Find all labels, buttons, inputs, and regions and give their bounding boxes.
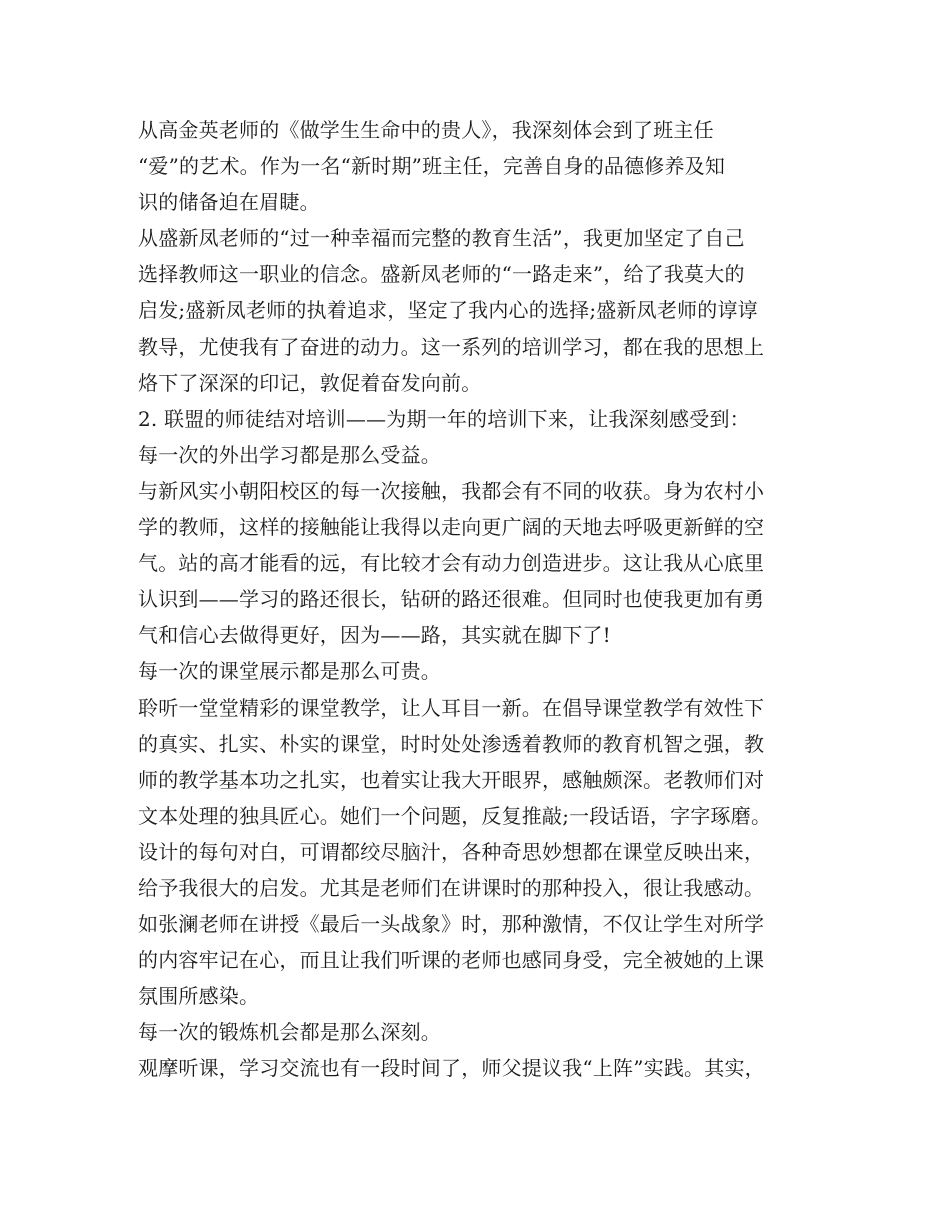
- text-line: 学的教师，这样的接触能让我得以走向更广阔的天地去呼吸更新鲜的空: [138, 515, 765, 540]
- text-line: 认识到——学习的路还很长，钻研的路还很难。但同时也使我更加有勇: [138, 587, 765, 612]
- text-line: 每一次的锻炼机会都是那么深刻。: [138, 1020, 441, 1045]
- text-line: 文本处理的独具匠心。她们一个问题，反复推敲;一段话语，字字琢磨。: [138, 803, 772, 828]
- text-line: “爱”的艺术。作为一名“新时期”班主任，完善自身的品德修养及知: [138, 154, 726, 179]
- text-line: 气。站的高才能看的远，有比较才会有动力创造进步。这让我从心底里: [138, 551, 765, 576]
- text-line: 观摩听课，学习交流也有一段时间了，师父提议我“上阵”实践。其实，: [138, 1056, 765, 1081]
- text-line: 烙下了深深的印记，敦促着奋发向前。: [138, 370, 482, 395]
- text-line: 从高金英老师的《做学生生命中的贵人》，我深刻体会到了班主任: [138, 118, 714, 142]
- text-line: 从盛新凤老师的“过一种幸福而完整的教育生活”，我更加坚定了自己: [138, 226, 745, 251]
- text-line: 氛围所感染。: [138, 984, 260, 1009]
- text-line: 选择教师这一职业的信念。盛新凤老师的“一路走来”，给了我莫大的: [138, 262, 745, 287]
- text-line: 每一次的课堂展示都是那么可贵。: [138, 659, 441, 684]
- text-line: 聆听一堂堂精彩的课堂教学，让人耳目一新。在倡导课堂教学有效性下: [138, 695, 765, 720]
- document-body: [138, 112, 828, 1087]
- text-line: 教导，尤使我有了奋进的动力。这一系列的培训学习，都在我的思想上: [138, 334, 765, 359]
- text-line: 2. 联盟的师徒结对培训——为期一年的培训下来，让我深刻感受到：: [138, 406, 750, 431]
- text-line: 的内容牢记在心，而且让我们听课的老师也感同身受，完全被她的上课: [138, 948, 765, 973]
- text-line: 与新风实小朝阳校区的每一次接触，我都会有不同的收获。身为农村小: [138, 478, 765, 503]
- text-line: 识的储备迫在眉睫。: [138, 190, 320, 215]
- text-line: 每一次的外出学习都是那么受益。: [138, 442, 441, 467]
- text-line: 启发;盛新凤老师的执着追求，坚定了我内心的选择;盛新凤老师的谆谆: [138, 298, 758, 323]
- text-line: 设计的每句对白，可谓都绞尽脑汁，各种奇思妙想都在课堂反映出来，: [138, 839, 765, 864]
- text-line: 如张澜老师在讲授《最后一头战象》时，那种激情，不仅让学生对所学: [138, 912, 765, 937]
- text-line: 的真实、扎实、朴实的课堂，时时处处渗透着教师的教育机智之强，教: [138, 731, 765, 756]
- text-line: 气和信心去做得更好，因为——路，其实就在脚下了!: [138, 623, 611, 648]
- text-line: 师的教学基本功之扎实，也着实让我大开眼界，感触颇深。老教师们对: [138, 767, 765, 792]
- text-line: 给予我很大的启发。尤其是老师们在讲课时的那种投入，很让我感动。: [138, 875, 765, 900]
